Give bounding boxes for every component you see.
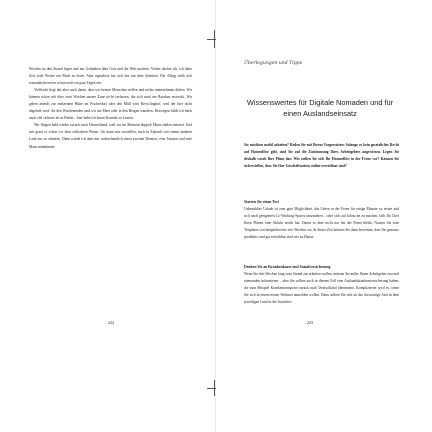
page-number-right: 223: [306, 320, 314, 325]
section-body: Unbezahlter Urlaub ist eine gute Möglichkeit, das Leben in der Ferne für einige Monate zu testen und sich nach geeigneten Co-Working-Spaces umzusehen – oder sich auf Jobsuche zu machen, falls Ihr Chef Ihren Plänen eine Abfuhr erteilt hat. Damit es aber nicht nur bei der Ferne bleibt: Nutzen Sie eine Testphase von beispielsweise vier Wochen vor. In dieser Zeit können Sie dann beweisen, dass Sie genauso produktiv und gut erreichbar sind wie zu Hause.: [244, 207, 399, 240]
intro-paragraph: Sie möchten mobil arbeiten? Reden Sie mit Ihrem Vorgesetzten: Solange es kein gesetzliches Recht auf Homeoffice gibt, sind Sie auf die Zustimmung Ihres Arbeitgebers angewiesen. Legen Sie deshalb vorab Ihre Pläne dar: Wie stellen Sie sich Ihr Homeoffice in der Ferne vor? Können Sie sicherstellen, dass Sie Ihre Geschäftszeiten online erreichbar sind?: [244, 143, 399, 169]
left-page-body: [29, 66, 192, 151]
paragraph: Wir fliegen bald wieder zurück nach Deutschland, weil wir im Moment doppelt Miete zahlen müssen. Und mir graut es schon vor dem schlechten Wetter. Ich kann mir vorstellen, auch in Zukunft von einem anderen Land aus zu arbeiten. Dann würde ich aber mir wahrscheinlich einen zweiten Monitor, eine Tastatur und eine Maus mitnehmen.: [29, 123, 192, 149]
section-heading: Starten Sie einen Test: [244, 200, 279, 204]
paragraph: Wochen an den Strand legen und nur Gedanken über Gott und die Welt machen. Vorher dachte ich, ich hätte Zeit, jede Woche ein Buch zu lesen. Aber irgendwie hat sich das mit dem Arbeiten: Der Alltag stellt sich erstaunlicherweise schon nach ein paar Tagen ein.: [29, 67, 192, 86]
chapter-title: Wissenswertes für Digitale Nomaden und für einen Auslandseinsatz: [246, 98, 394, 118]
running-head: Überlegungen und Tipps: [244, 61, 302, 66]
paragraph: Vielleicht liegt das aber auch daran, dass wir keinen Menschen treffen und nichts unternehmen dürfen. Wir können schon seit über zwei Wochen unsere Zone nicht verlassen, die sich rund um Byrakau erstreckt. Wir gehen abends zur entkernten Hütte im Fischerdorf oder den Müll vom Recyclinghof, weil der hier nicht abgeholt wird. An den Wochenenden sind wir am Meer oder in den Bergen wandern. Deswegen fühle ich mich auch viel sicherer als in Berlin – hier habe ich kaum Kontakt zu Leuten.: [29, 88, 192, 121]
section-body: Wenn Sie drei Wochen lang vom Strand aus arbeiten wollen, müssen Sie außer Ihrem Arbeitgeber erst mal niemanden informieren – aber Sie sollten auch in diesem Fall eine Auslandskrankenversicherung haben, die zum Beispiel Krankentransporte zurück nach Deutschland übernimmt. Komplizierter wird es, wenn Sie sich in einem neuen Wohnort anmelden wollen. Dann sollten Sie sich an das Auswärtige Amt in dem jeweiligen Land in die Sozialver-: [244, 272, 399, 305]
page-number-left: 222: [107, 320, 115, 325]
section-heading: Denken Sie an Krankenkasse und Sozialversicherung: [244, 265, 331, 269]
